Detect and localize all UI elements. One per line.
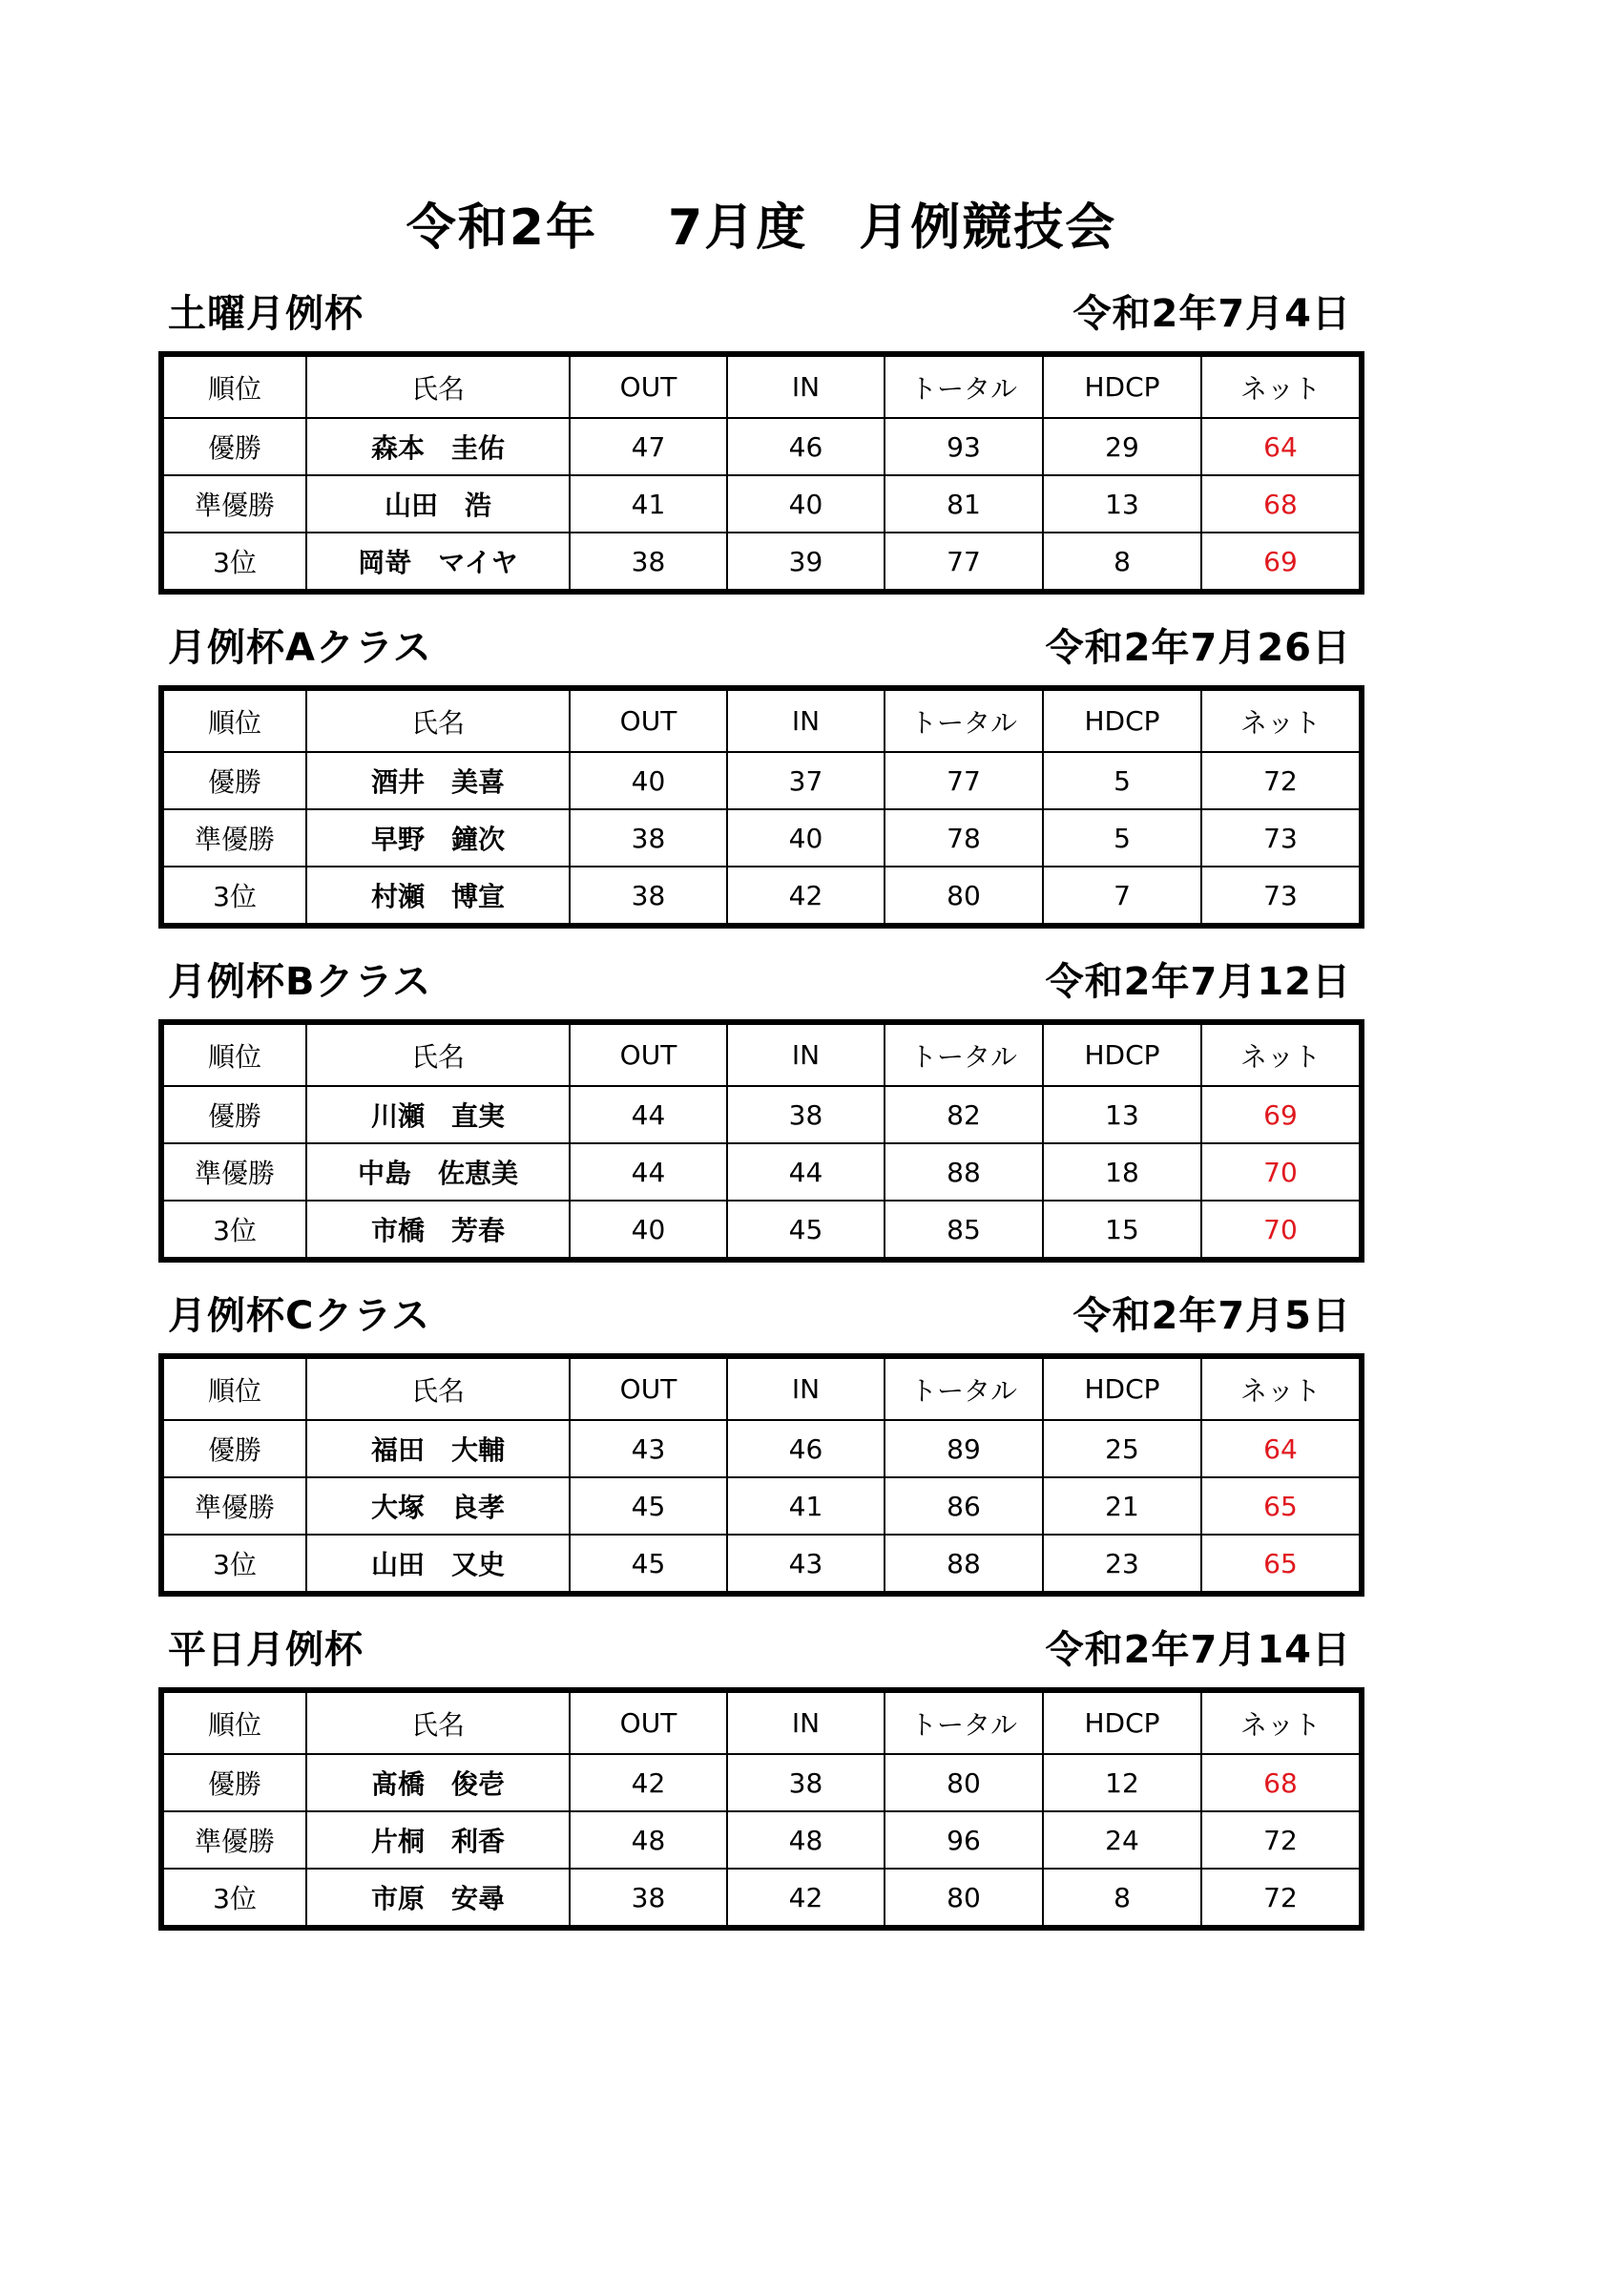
- cell-out: 47: [570, 418, 727, 475]
- column-header: 順位: [161, 688, 306, 752]
- cell-total: 78: [885, 809, 1043, 867]
- column-header: OUT: [570, 1356, 727, 1420]
- table-header-row: [161, 354, 1362, 418]
- cell-rank: 優勝: [161, 1420, 306, 1477]
- cell-hdcp: 5: [1043, 752, 1201, 809]
- cell-total: 77: [885, 533, 1043, 592]
- section-header: [158, 611, 1359, 685]
- cell-name: 市原 安尋: [306, 1869, 570, 1928]
- cell-total: 88: [885, 1143, 1043, 1201]
- table-row: [161, 1143, 1362, 1201]
- cell-net: 64: [1201, 1420, 1362, 1477]
- cell-out: 40: [570, 752, 727, 809]
- table-row: [161, 809, 1362, 867]
- cell-rank: 優勝: [161, 1754, 306, 1811]
- column-header: HDCP: [1043, 1356, 1201, 1420]
- cell-out: 41: [570, 475, 727, 533]
- results-section: [158, 1613, 1359, 1931]
- table-row: [161, 1086, 1362, 1143]
- cell-total: 80: [885, 1869, 1043, 1928]
- cell-name: 山田 浩: [306, 475, 570, 533]
- column-header: IN: [727, 1356, 885, 1420]
- cell-hdcp: 21: [1043, 1477, 1201, 1535]
- section-date: 令和2年7月5日: [1072, 1294, 1351, 1338]
- cell-out: 40: [570, 1201, 727, 1260]
- section-title: 月例杯Bクラス: [168, 960, 432, 1004]
- table-row: [161, 418, 1362, 475]
- cell-net: 72: [1201, 752, 1362, 809]
- cell-in: 46: [727, 1420, 885, 1477]
- column-header: IN: [727, 1690, 885, 1754]
- column-header: トータル: [885, 1690, 1043, 1754]
- cell-name: 酒井 美喜: [306, 752, 570, 809]
- cell-rank: 準優勝: [161, 1477, 306, 1535]
- cell-name: 早野 鐘次: [306, 809, 570, 867]
- table-header-row: [161, 688, 1362, 752]
- cell-hdcp: 8: [1043, 533, 1201, 592]
- column-header: OUT: [570, 354, 727, 418]
- table-header-row: [161, 1356, 1362, 1420]
- cell-rank: 優勝: [161, 1086, 306, 1143]
- cell-in: 42: [727, 1869, 885, 1928]
- section-header: [158, 277, 1359, 351]
- cell-rank: 準優勝: [161, 475, 306, 533]
- cell-rank: 準優勝: [161, 1143, 306, 1201]
- column-header: 順位: [161, 1356, 306, 1420]
- cell-out: 38: [570, 533, 727, 592]
- cell-rank: 3位: [161, 533, 306, 592]
- cell-hdcp: 12: [1043, 1754, 1201, 1811]
- cell-total: 86: [885, 1477, 1043, 1535]
- section-title: 土曜月例杯: [168, 292, 364, 336]
- cell-hdcp: 8: [1043, 1869, 1201, 1928]
- results-section: [158, 277, 1359, 595]
- cell-name: 中島 佐恵美: [306, 1143, 570, 1201]
- cell-hdcp: 13: [1043, 475, 1201, 533]
- cell-name: 大塚 良孝: [306, 1477, 570, 1535]
- table-row: [161, 1869, 1362, 1928]
- cell-net: 70: [1201, 1201, 1362, 1260]
- column-header: ネット: [1201, 1022, 1362, 1086]
- cell-total: 93: [885, 418, 1043, 475]
- cell-hdcp: 23: [1043, 1535, 1201, 1594]
- page-title: 令和2年 7月度 月例競技会: [406, 199, 1117, 257]
- cell-out: 42: [570, 1754, 727, 1811]
- cell-total: 77: [885, 752, 1043, 809]
- section-date: 令和2年7月12日: [1045, 960, 1351, 1004]
- column-header: ネット: [1201, 1356, 1362, 1420]
- cell-net: 70: [1201, 1143, 1362, 1201]
- cell-net: 72: [1201, 1811, 1362, 1869]
- section-title: 月例杯Aクラス: [168, 626, 432, 670]
- table-row: [161, 867, 1362, 926]
- cell-total: 96: [885, 1811, 1043, 1869]
- section-date: 令和2年7月4日: [1072, 292, 1351, 336]
- cell-net: 69: [1201, 533, 1362, 592]
- results-section: [158, 945, 1359, 1263]
- column-header: IN: [727, 1022, 885, 1086]
- column-header: 順位: [161, 354, 306, 418]
- cell-total: 81: [885, 475, 1043, 533]
- cell-name: 市橋 芳春: [306, 1201, 570, 1260]
- results-table: [158, 351, 1364, 595]
- column-header: 氏名: [306, 688, 570, 752]
- section-date: 令和2年7月14日: [1045, 1628, 1351, 1672]
- cell-rank: 準優勝: [161, 1811, 306, 1869]
- results-table: [158, 1687, 1364, 1931]
- cell-total: 80: [885, 867, 1043, 926]
- column-header: ネット: [1201, 1690, 1362, 1754]
- cell-total: 85: [885, 1201, 1043, 1260]
- column-header: トータル: [885, 688, 1043, 752]
- results-section: [158, 1279, 1359, 1597]
- column-header: トータル: [885, 1356, 1043, 1420]
- column-header: 氏名: [306, 1022, 570, 1086]
- cell-net: 68: [1201, 475, 1362, 533]
- section-header: [158, 945, 1359, 1019]
- cell-rank: 3位: [161, 1869, 306, 1928]
- cell-in: 40: [727, 475, 885, 533]
- cell-name: 山田 又史: [306, 1535, 570, 1594]
- cell-total: 89: [885, 1420, 1043, 1477]
- cell-hdcp: 29: [1043, 418, 1201, 475]
- cell-name: 村瀬 博宣: [306, 867, 570, 926]
- cell-rank: 3位: [161, 1201, 306, 1260]
- section-header: [158, 1613, 1359, 1687]
- table-row: [161, 475, 1362, 533]
- cell-out: 44: [570, 1143, 727, 1201]
- cell-in: 39: [727, 533, 885, 592]
- table-row: [161, 1535, 1362, 1594]
- column-header: トータル: [885, 1022, 1043, 1086]
- table-header-row: [161, 1022, 1362, 1086]
- cell-hdcp: 13: [1043, 1086, 1201, 1143]
- column-header: HDCP: [1043, 354, 1201, 418]
- column-header: HDCP: [1043, 1690, 1201, 1754]
- cell-name: 岡嵜 マイヤ: [306, 533, 570, 592]
- cell-rank: 優勝: [161, 418, 306, 475]
- table-row: [161, 1420, 1362, 1477]
- column-header: 氏名: [306, 1690, 570, 1754]
- section-title: 平日月例杯: [168, 1628, 364, 1672]
- section-title: 月例杯Cクラス: [168, 1294, 431, 1338]
- cell-net: 73: [1201, 809, 1362, 867]
- cell-hdcp: 7: [1043, 867, 1201, 926]
- cell-in: 40: [727, 809, 885, 867]
- cell-hdcp: 5: [1043, 809, 1201, 867]
- cell-net: 65: [1201, 1535, 1362, 1594]
- column-header: IN: [727, 354, 885, 418]
- cell-name: 森本 圭佑: [306, 418, 570, 475]
- cell-hdcp: 24: [1043, 1811, 1201, 1869]
- cell-in: 44: [727, 1143, 885, 1201]
- cell-net: 72: [1201, 1869, 1362, 1928]
- table-row: [161, 1477, 1362, 1535]
- cell-net: 68: [1201, 1754, 1362, 1811]
- cell-in: 38: [727, 1086, 885, 1143]
- cell-hdcp: 15: [1043, 1201, 1201, 1260]
- column-header: IN: [727, 688, 885, 752]
- section-header: [158, 1279, 1359, 1353]
- cell-in: 46: [727, 418, 885, 475]
- table-row: [161, 1201, 1362, 1260]
- cell-out: 38: [570, 809, 727, 867]
- results-table: [158, 685, 1364, 929]
- column-header: HDCP: [1043, 688, 1201, 752]
- cell-in: 48: [727, 1811, 885, 1869]
- cell-name: 福田 大輔: [306, 1420, 570, 1477]
- cell-net: 65: [1201, 1477, 1362, 1535]
- cell-name: 片桐 利香: [306, 1811, 570, 1869]
- cell-name: 髙橋 俊壱: [306, 1754, 570, 1811]
- table-header-row: [161, 1690, 1362, 1754]
- table-row: [161, 752, 1362, 809]
- cell-net: 69: [1201, 1086, 1362, 1143]
- cell-rank: 3位: [161, 1535, 306, 1594]
- cell-in: 37: [727, 752, 885, 809]
- column-header: 氏名: [306, 354, 570, 418]
- cell-out: 44: [570, 1086, 727, 1143]
- column-header: ネット: [1201, 354, 1362, 418]
- column-header: OUT: [570, 688, 727, 752]
- column-header: 氏名: [306, 1356, 570, 1420]
- cell-total: 80: [885, 1754, 1043, 1811]
- column-header: ネット: [1201, 688, 1362, 752]
- cell-in: 43: [727, 1535, 885, 1594]
- column-header: 順位: [161, 1690, 306, 1754]
- cell-hdcp: 18: [1043, 1143, 1201, 1201]
- cell-net: 64: [1201, 418, 1362, 475]
- cell-total: 88: [885, 1535, 1043, 1594]
- cell-rank: 準優勝: [161, 809, 306, 867]
- cell-out: 43: [570, 1420, 727, 1477]
- cell-out: 45: [570, 1477, 727, 1535]
- cell-rank: 優勝: [161, 752, 306, 809]
- cell-out: 48: [570, 1811, 727, 1869]
- cell-out: 45: [570, 1535, 727, 1594]
- cell-in: 45: [727, 1201, 885, 1260]
- cell-rank: 3位: [161, 867, 306, 926]
- cell-in: 41: [727, 1477, 885, 1535]
- table-row: [161, 1811, 1362, 1869]
- column-header: トータル: [885, 354, 1043, 418]
- column-header: OUT: [570, 1022, 727, 1086]
- results-section: [158, 611, 1359, 929]
- cell-in: 42: [727, 867, 885, 926]
- results-table: [158, 1353, 1364, 1597]
- cell-out: 38: [570, 867, 727, 926]
- cell-name: 川瀬 直実: [306, 1086, 570, 1143]
- column-header: HDCP: [1043, 1022, 1201, 1086]
- cell-in: 38: [727, 1754, 885, 1811]
- cell-hdcp: 25: [1043, 1420, 1201, 1477]
- results-table: [158, 1019, 1364, 1263]
- cell-net: 73: [1201, 867, 1362, 926]
- section-date: 令和2年7月26日: [1045, 626, 1351, 670]
- column-header: OUT: [570, 1690, 727, 1754]
- cell-total: 82: [885, 1086, 1043, 1143]
- cell-out: 38: [570, 1869, 727, 1928]
- column-header: 順位: [161, 1022, 306, 1086]
- table-row: [161, 533, 1362, 592]
- table-row: [161, 1754, 1362, 1811]
